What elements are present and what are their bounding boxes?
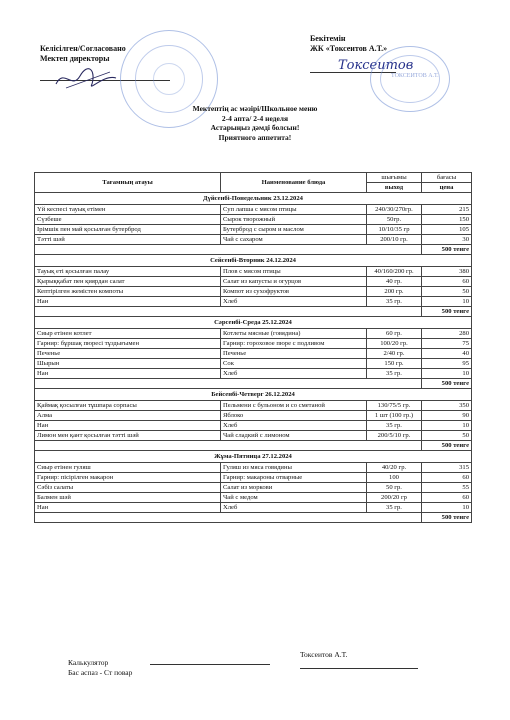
dish-name-ru: Пельмени с бульоном и со сметаной <box>221 401 367 411</box>
dish-name-kz: Печенье <box>35 349 221 359</box>
dish-yield: 40 гр. <box>367 277 422 287</box>
dish-yield: 50 гр. <box>367 483 422 493</box>
dish-name-ru: Бутерброд с сыром и маслом <box>221 225 367 235</box>
header-dish-ru: Наименование блюда <box>221 173 367 193</box>
dish-yield: 100 <box>367 473 422 483</box>
total-row <box>35 245 472 255</box>
dish-price: 315 <box>422 463 472 473</box>
entrepreneur-stamp <box>370 46 450 112</box>
menu-row <box>35 277 472 287</box>
dish-price: 10 <box>422 503 472 513</box>
day-total: 500 тенге <box>422 513 472 523</box>
dish-name-ru: Гарнир: гороховое пюре с подливом <box>221 339 367 349</box>
dish-yield: 35 гр. <box>367 369 422 379</box>
dish-name-ru: Гарнир: макароны отварные <box>221 473 367 483</box>
dish-name-ru: Плов с мясом птицы <box>221 267 367 277</box>
footer-signature-line <box>300 668 418 669</box>
dish-yield: 35 гр. <box>367 503 422 513</box>
dish-price: 10 <box>422 369 472 379</box>
dish-yield: 1 шт (100 гр.) <box>367 411 422 421</box>
dish-name-kz: Нан <box>35 421 221 431</box>
dish-name-ru: Яблоко <box>221 411 367 421</box>
dish-name-kz: Қырыққабат пен қиярдан салат <box>35 277 221 287</box>
dish-name-ru: Салат из моркови <box>221 483 367 493</box>
day-title: Бейсенбі-Четверг 26.12.2024 <box>35 389 472 401</box>
menu-row <box>35 267 472 277</box>
dish-name-kz: Алма <box>35 411 221 421</box>
menu-title <box>100 104 410 142</box>
dish-price: 150 <box>422 215 472 225</box>
dish-name-kz: Гарнир: бұршақ пюресі тұздығымен <box>35 339 221 349</box>
total-row <box>35 307 472 317</box>
dish-name-ru: Хлеб <box>221 503 367 513</box>
total-spacer <box>35 379 422 389</box>
dish-name-ru: Хлеб <box>221 421 367 431</box>
agreed-label: Келісілген/Согласовано <box>40 44 126 53</box>
dish-name-kz: Қаймақ қосылған тұшпара сорпасы <box>35 401 221 411</box>
menu-row <box>35 205 472 215</box>
dish-name-ru: Компот из сухофруктов <box>221 287 367 297</box>
menu-row <box>35 297 472 307</box>
approve-label: Бекітемін <box>310 34 346 43</box>
dish-name-ru: Печенье <box>221 349 367 359</box>
day-total: 500 тенге <box>422 379 472 389</box>
menu-row <box>35 215 472 225</box>
total-spacer <box>35 307 422 317</box>
dish-yield: 35 гр. <box>367 421 422 431</box>
title-line-3: Астарыңыз дәмді болсын! <box>210 123 300 132</box>
day-header-row <box>35 451 472 463</box>
total-row <box>35 513 472 523</box>
day-title: Дүйсенбі-Понедельник 23.12.2024 <box>35 193 472 205</box>
menu-row <box>35 431 472 441</box>
head-cook-label: Бас аспаз - Ст повар <box>68 667 133 677</box>
approve-block <box>310 34 387 54</box>
total-row <box>35 441 472 451</box>
dish-price: 280 <box>422 329 472 339</box>
dish-price: 40 <box>422 349 472 359</box>
day-title: Сейсенбі-Вторник 24.12.2024 <box>35 255 472 267</box>
header-yield-ru: выход <box>367 183 422 193</box>
dish-yield: 40/160/200 гр. <box>367 267 422 277</box>
dish-name-ru: Суп лапша с мясом птицы <box>221 205 367 215</box>
day-total: 500 тенге <box>422 441 472 451</box>
dish-name-ru: Котлеты мясные (говядина) <box>221 329 367 339</box>
dish-name-ru: Чай сладкий с лимоном <box>221 431 367 441</box>
dish-yield: 100/20 гр. <box>367 339 422 349</box>
dish-price: 90 <box>422 411 472 421</box>
title-line-2: 2-4 апта/ 2-4 неделя <box>221 113 289 123</box>
day-header-row <box>35 193 472 205</box>
dish-name-kz: Кептірілген жемістен компоты <box>35 287 221 297</box>
menu-row <box>35 473 472 483</box>
day-title: Сәрсенбі-Среда 25.12.2024 <box>35 317 472 329</box>
dish-yield: 60 гр. <box>367 329 422 339</box>
dish-name-kz: Нан <box>35 369 221 379</box>
dish-price: 10 <box>422 421 472 431</box>
menu-row <box>35 287 472 297</box>
header-yield-kz: шығымы <box>367 173 422 183</box>
dish-price: 75 <box>422 339 472 349</box>
menu-row <box>35 349 472 359</box>
dish-name-ru: Хлеб <box>221 369 367 379</box>
dish-price: 380 <box>422 267 472 277</box>
calculator-label: Калькулятор <box>68 658 109 667</box>
day-total: 500 тенге <box>422 245 472 255</box>
dish-name-ru: Гуляш из мяса говядины <box>221 463 367 473</box>
title-line-1: Мектептің ас мәзірі/Школьное меню <box>192 104 318 113</box>
menu-row <box>35 421 472 431</box>
dish-price: 55 <box>422 483 472 493</box>
dish-price: 215 <box>422 205 472 215</box>
total-spacer <box>35 245 422 255</box>
menu-row <box>35 359 472 369</box>
dish-price: 95 <box>422 359 472 369</box>
dish-name-ru: Сок <box>221 359 367 369</box>
dish-name-kz: Сәбіз салаты <box>35 483 221 493</box>
header-price-ru: цена <box>422 183 472 193</box>
dish-name-kz: Ірімшік пен май қосылған бутерброд <box>35 225 221 235</box>
menu-row <box>35 339 472 349</box>
dish-price: 50 <box>422 431 472 441</box>
calculator-signature-line <box>150 664 270 665</box>
day-header-row <box>35 255 472 267</box>
dish-name-ru: Чай с сахаром <box>221 235 367 245</box>
dish-name-ru: Хлеб <box>221 297 367 307</box>
dish-name-kz: Сүзбеше <box>35 215 221 225</box>
menu-body <box>35 193 472 523</box>
dish-name-kz: Балмен шәй <box>35 493 221 503</box>
dish-price: 60 <box>422 277 472 287</box>
day-total: 500 тенге <box>422 307 472 317</box>
dish-price: 60 <box>422 493 472 503</box>
footer-left <box>68 658 132 677</box>
entrepreneur-label: ЖК «Токсеитов А.Т.» <box>310 44 388 53</box>
dish-name-kz: Нан <box>35 503 221 513</box>
dish-yield: 40/20 гр. <box>367 463 422 473</box>
dish-price: 350 <box>422 401 472 411</box>
header-price-kz: бағасы <box>422 173 472 183</box>
day-header-row <box>35 317 472 329</box>
school-director-label: Мектеп директоры <box>40 54 110 63</box>
total-row <box>35 379 472 389</box>
day-title: Жұма-Пятница 27.12.2024 <box>35 451 472 463</box>
menu-row <box>35 483 472 493</box>
menu-table <box>34 172 472 523</box>
dish-name-kz: Шырын <box>35 359 221 369</box>
dish-yield: 50гр. <box>367 215 422 225</box>
menu-row <box>35 401 472 411</box>
dish-yield: 200/20 гр <box>367 493 422 503</box>
menu-row <box>35 235 472 245</box>
day-header-row <box>35 389 472 401</box>
menu-row <box>35 329 472 339</box>
dish-yield: 200/10 гр. <box>367 235 422 245</box>
menu-row <box>35 463 472 473</box>
dish-yield: 240/30/270гр. <box>367 205 422 215</box>
dish-name-kz: Үй кеспесі тауық етімен <box>35 205 221 215</box>
dish-name-kz: Тауық еті қосылған палау <box>35 267 221 277</box>
dish-yield: 150 гр. <box>367 359 422 369</box>
approver-signature: Токсеитов <box>338 58 414 73</box>
menu-row <box>35 225 472 235</box>
menu-row <box>35 411 472 421</box>
stamp-text: ТОКСЕИТОВ А.Т. <box>391 73 439 79</box>
dish-name-kz: Лимон мен қант қосылған тәтті шәй <box>35 431 221 441</box>
dish-yield: 200/5/10 гр. <box>367 431 422 441</box>
dish-yield: 2/40 гр. <box>367 349 422 359</box>
dish-yield: 200 гр. <box>367 287 422 297</box>
header-dish-kz: Тағамның атауы <box>35 173 221 193</box>
footer-name: Токсеитов А.Т. <box>300 650 348 659</box>
dish-name-ru: Сырок творожный <box>221 215 367 225</box>
dish-price: 50 <box>422 287 472 297</box>
dish-name-kz: Гарнир: пісірілген макарон <box>35 473 221 483</box>
dish-name-kz: Нан <box>35 297 221 307</box>
dish-price: 10 <box>422 297 472 307</box>
menu-row <box>35 369 472 379</box>
menu-row <box>35 493 472 503</box>
dish-yield: 130/75/5 гр. <box>367 401 422 411</box>
dish-yield: 10/10/35 гр <box>367 225 422 235</box>
menu-row <box>35 503 472 513</box>
dish-price: 30 <box>422 235 472 245</box>
total-spacer <box>35 441 422 451</box>
director-signature <box>52 64 122 92</box>
dish-name-ru: Салат из капусты и огурцов <box>221 277 367 287</box>
dish-price: 60 <box>422 473 472 483</box>
dish-name-ru: Чай с медом <box>221 493 367 503</box>
dish-yield: 35 гр. <box>367 297 422 307</box>
dish-price: 105 <box>422 225 472 235</box>
dish-name-kz: Сиыр етінен гуляш <box>35 463 221 473</box>
dish-name-kz: Сиыр етінен котлет <box>35 329 221 339</box>
total-spacer <box>35 513 422 523</box>
approval-label <box>40 44 126 64</box>
title-line-4: Приятного аппетита! <box>218 132 292 142</box>
dish-name-kz: Тәтті шәй <box>35 235 221 245</box>
